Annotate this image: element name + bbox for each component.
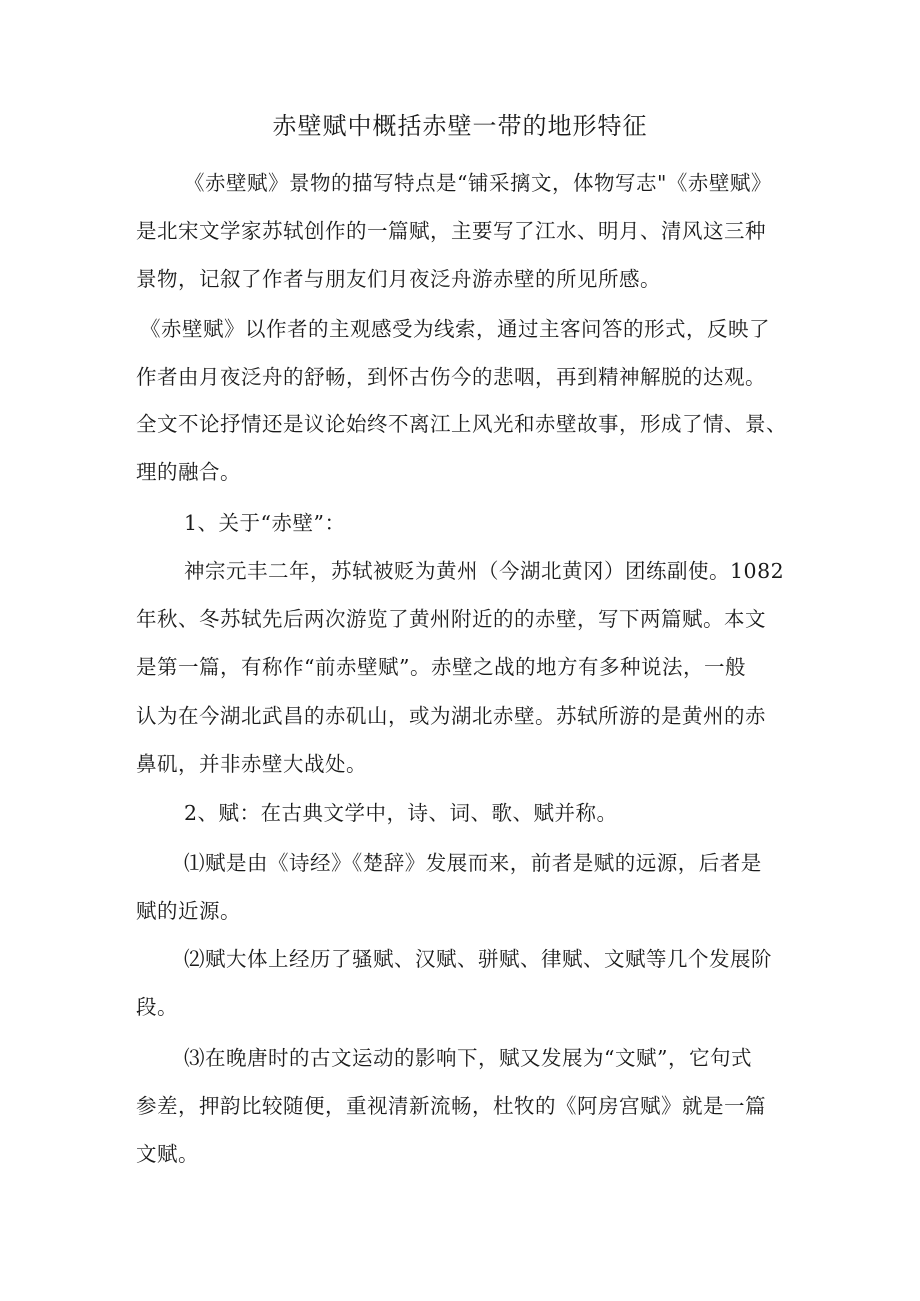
section-heading: 1、关于“赤壁”：: [184, 511, 346, 535]
list-item-line: ⑴赋是由《诗经》《楚辞》发展而来，前者是赋的远源，后者是: [184, 851, 762, 875]
list-item-line: ⑵赋大体上经历了骚赋、汉赋、骈赋、律赋、文赋等几个发展阶: [184, 947, 772, 971]
paragraph-line: 作者由月夜泛舟的舒畅，到怀古伤今的悲咽，再到精神解脱的达观。: [136, 365, 766, 389]
paragraph-line: 是第一篇，有称作“前赤壁赋”。赤壁之战的地方有多种说法，一般: [136, 655, 746, 679]
list-item-line: 段。: [136, 995, 178, 1019]
list-item-line: 参差，押韵比较随便，重视清新流畅，杜牧的《阿房宫赋》就是一篇: [136, 1094, 766, 1118]
paragraph-line: 《赤壁赋》景物的描写特点是“铺采摛文，体物写志"《赤壁赋》: [184, 171, 772, 195]
document-title: 赤壁赋中概括赤壁一带的地形特征: [272, 112, 648, 140]
paragraph-line: 是北宋文学家苏轼创作的一篇赋，主要写了江水、明月、清风这三种: [136, 219, 766, 243]
section-heading: 2、赋：在古典文学中，诗、词、歌、赋并称。: [184, 801, 618, 825]
paragraph-line: 鼻矶，并非赤壁大战处。: [136, 752, 367, 776]
list-item-line: 文赋。: [136, 1142, 199, 1166]
paragraph-line: 《赤壁赋》以作者的主观感受为线索，通过主客问答的形式，反映了: [140, 317, 770, 341]
paragraph-line: 年秋、冬苏轼先后两次游览了黄州附近的的赤壁，写下两篇赋。本文: [136, 607, 766, 631]
list-item-line: ⑶在晚唐时的古文运动的影响下，赋又发展为“文赋”，它句式: [184, 1046, 752, 1070]
list-item-line: 赋的近源。: [136, 899, 241, 923]
paragraph-line: 认为在今湖北武昌的赤矶山，或为湖北赤壁。苏轼所游的是黄州的赤: [136, 704, 766, 728]
paragraph-line: 景物，记叙了作者与朋友们月夜泛舟游赤壁的所见所感。: [136, 267, 661, 291]
paragraph-line: 神宗元丰二年，苏轼被贬为黄州（今湖北黄冈）团练副使。1082: [184, 559, 785, 583]
paragraph-line: 全文不论抒情还是议论始终不离江上风光和赤壁故事，形成了情、景、: [136, 412, 787, 436]
paragraph-line: 理的融合。: [136, 460, 241, 484]
